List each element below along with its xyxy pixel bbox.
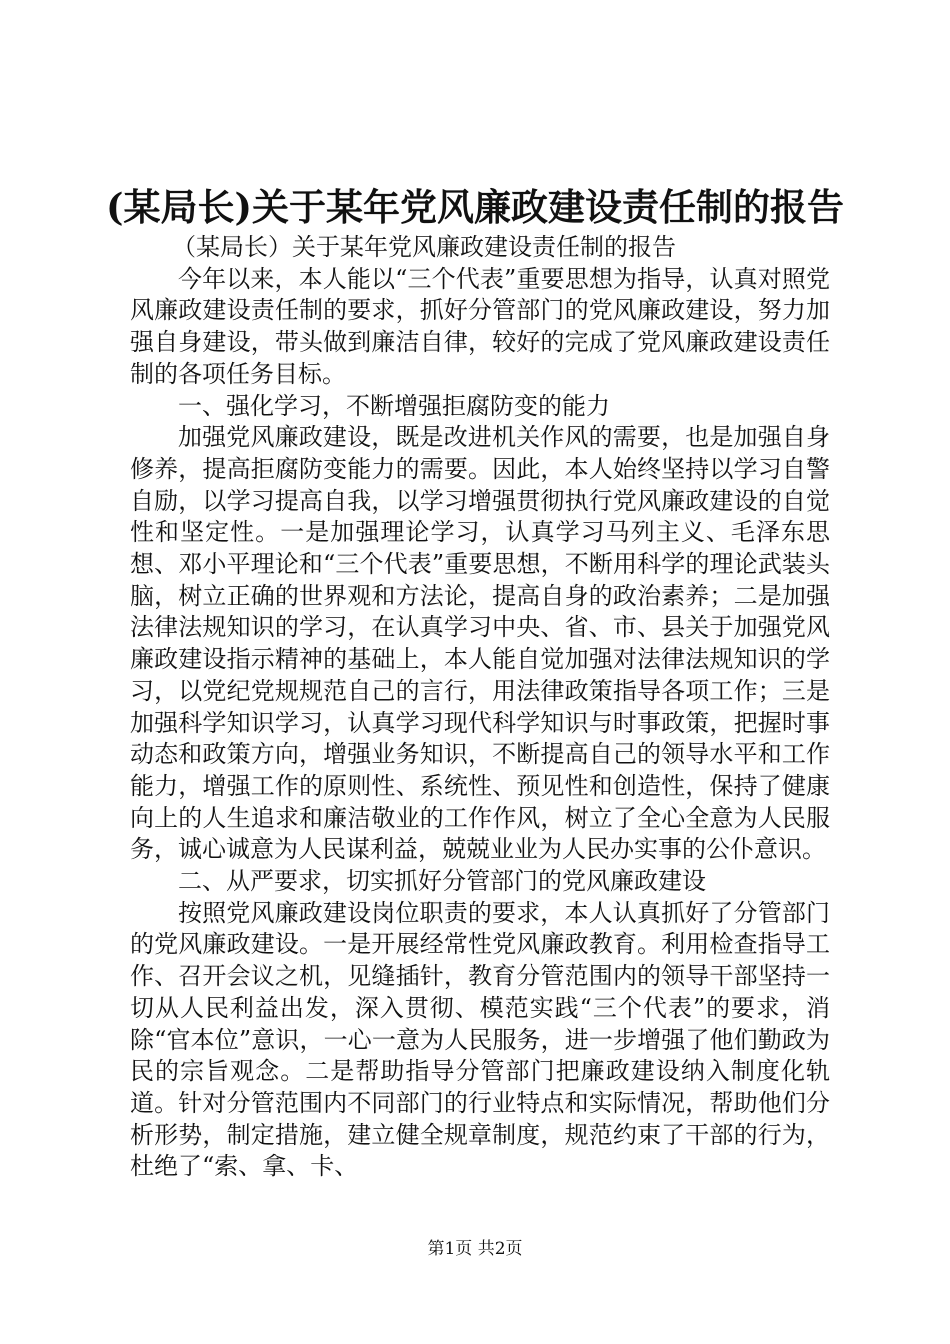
document-title: (某局长)关于某年党风廉政建设责任制的报告 xyxy=(105,185,844,229)
section-2-paragraph: 按照党风廉政建设岗位职责的要求，本人认真抓好了分管部门的党风廉政建设。一是开展经常性党风廉政教育。利用检查指导工作、召开会议之机，见缝插针，教育分管范围内的领导干部坚持一切从人民利益出发，深入贯彻、模范实践“三个代表”的要求，消除“官本位”意识，一心一意为人民服务，进一步增强了他们勤政为民的宗旨观念。二是帮助指导分管部门把廉政建设纳入制度化轨道。针对分管范围内不同部门的行业特点和实际情况，帮助他们分析形势，制定措施，建立健全规章制度，规范约束了干部的行为，杜绝了“索、拿、卡、 xyxy=(130,898,830,1181)
intro-paragraph: 今年以来，本人能以“三个代表”重要思想为指导，认真对照党风廉政建设责任制的要求，抓好分管部门的党风廉政建设，努力加强自身建设，带头做到廉洁自律，较好的完成了党风廉政建设责任制的各项任务目标。 xyxy=(130,264,830,388)
section-1-paragraph: 加强党风廉政建设，既是改进机关作风的需要，也是加强自身修养，提高拒腐防变能力的需要。因此，本人始终坚持以学习自警自励，以学习提高自我，以学习增强贯彻执行党风廉政建设的自觉性和坚定性。一是加强理论学习，认真学习马列主义、毛泽东思想、邓小平理论和“三个代表”重要思想，不断用科学的理论武装头脑，树立正确的世界观和方法论，提高自身的政治素养；二是加强法律法规知识的学习，在认真学习中央、省、市、县关于加强党风廉政建设指示精神的基础上，本人能自觉加强对法律法规知识的学习，以党纪党规规范自己的言行，用法律政策指导各项工作；三是加强科学知识学习，认真学习现代科学知识与时事政策，把握时事动态和政策方向，增强业务知识，不断提高自己的领导水平和工作能力，增强工作的原则性、系统性、预见性和创造性，保持了健康向上的人生追求和廉洁敬业的工作作风，树立了全心全意为人民服务，诚心诚意为人民谋利益，兢兢业业为人民办实事的公仆意识。 xyxy=(130,423,830,864)
section-heading-2: 二、从严要求，切实抓好分管部门的党风廉政建设 xyxy=(178,867,706,896)
subtitle-paragraph: （某局长）关于某年党风廉政建设责任制的报告 xyxy=(172,233,676,261)
page-footer: 第1页 共2页 xyxy=(427,1239,523,1259)
section-heading-1: 一、强化学习，不断增强拒腐防变的能力 xyxy=(178,391,610,420)
document-body xyxy=(130,232,830,1183)
